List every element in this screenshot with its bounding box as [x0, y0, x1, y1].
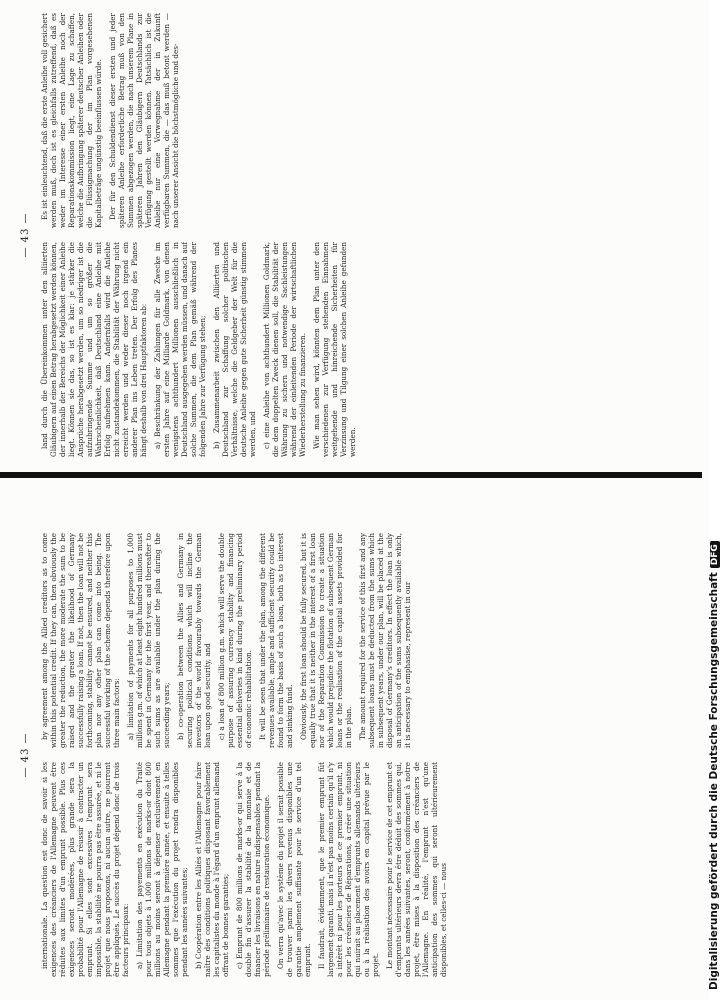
paragraph: Der für den Schuldendienst dieser ersten und jeder späteren Anleihe erforderliche Betrag muß von den Summen abgezogen werden, die nach unserem Plane in späteren Jahren den Gläubigern Deutschlands zur Verfügung gestellt werden können. Tatsächlich ist die Anleihe nur eine Vorwegnahme der in Zukunft verfügbaren Summen, die — das muß betont werden — nach unserer Ansicht die höchstmögliche und des- — [108, 13, 180, 228]
paragraph: Il faudrait, évidemment, que le premier emprunt fût largement garanti, mais il n'est pas moins certain qu'il n'y a intérêt ni pour les porteurs de ce premier emprunt, ni pour les créanciers de Réparations, à créer une situation qui nuirait au placement d'emprunts allemands ultérieurs ou à la réalisation des avoirs en capital prévue par le projet. — [317, 762, 380, 977]
paragraph: Obviously, the first loan should be fully secured, but it is equally true that it is neither in the interest of a first loan nor of the Reparation Commission to create a situation which would prejudice the flotation of subsequent German loans or the realisation of the capital assets provided for in the plan. — [299, 533, 353, 748]
paragraph: c) eine Anleihe von achthundert Millionen Goldmark, die dem doppelten Zweck dienen soll, die Stabilität der Währung zu sichern und notwendige Sachleistungen während der einleitenden Periode der wirtschaftlichen Wiederherstellung zu finanzieren. — [262, 242, 307, 457]
paragraph: Wie man sehen wird, könnten dem Plan unter den verschiedenen zur Verfügung stehenden Einnahmen weitgehende und hinreichende Sicherheiten für Verzinsung und Tilgung einer solchen Anleihe gefunden werden. — [312, 242, 357, 457]
paragraph: It will be seen that under the plan, among the different revenues available, ample and sufficient security could be found to form the basis of such a loan, both as to interest and sinking fund. — [258, 533, 294, 748]
page-number: — 43 — — [20, 212, 31, 258]
text-column-left — [40, 242, 702, 457]
paragraph: Le montant nécessaire pour le service de cet emprunt et d'emprunts ultérieurs devra être déduit des sommes qui, dans les années suivantes, seront, conformément à notre projet, être mises à la disposition des créanciers de l'Allemagne. En réalité, l'emprunt n'est qu'une anticipation des sommes qui seront ultérieurement disponibles, et celles-ci — nous — [385, 762, 448, 977]
page-lower-french-english — [18, 525, 708, 985]
text-column-french — [40, 762, 702, 977]
paragraph: a) limitation of payments for all purposes to 1,000 millions g.m. of which at least eight hundred millions must be spent in Germany for the first year, and thereafter to such sums as are available under the plan during the succeeding years; — [126, 533, 171, 748]
paragraph: Es ist einleuchtend, daß die erste Anleihe voll gesichert werden muß, doch ist es gleichfalls zutreffend, daß es weder im Interesse einer ersten Anleihe noch der Reparationskommission liegt, eine Lage zu schaffen, welche die Aufbringung späterer deutscher Anleihen oder die Flüssigmachung der im Plan vorgesehenen Kapitalbeträge ungünstig beeinflussen würde. — [40, 13, 103, 228]
credit-text: Digitalisierung gefördert durch die Deutsche Forschungsgemeinschaft — [708, 572, 720, 990]
paragraph: On verra qu'avec le système du projet il serait possible de trouver parmi les divers revenus disponibles une garantie amplement suffisante pour le service d'un tel emprunt. — [276, 762, 312, 977]
paragraph: by agreement among the Allied creditors as to come within this potential credit. If they can, then obviously the greater the reduction, the more moderate the sum to be raised and the greater the likelihood of Germany successfully raising a loan. If not, then the loan will not be forthcoming, stability cannot be ensured, and neither this plan nor any other plan can come into being. The successful working of the scheme depends therefore upon three main factors: — [40, 533, 121, 748]
paragraph: b) co-operation between the Allies and Germany in securing political conditions which will incline the investors of the world favourably towards the German loan upon good security, and — [176, 533, 212, 748]
paragraph: c) Emprunt de 800 millions de marks-or qui serve à la double fin d'assurer la stabilité de la monnaie et de financer les livraisons en nature indispensables pendant la période préliminaire de restauration économique. — [235, 762, 271, 977]
paragraph: land durch die Übereinkommen unter den alliierten Gläubigern auf einen Betrag herabgesetzt werden können, der innerhalb der Bereichs der Möglichkeit einer Anleihe liegt. Können sie das, so ist es klar: je stärker die Ansprüche herabgesetzt werden, um so niedriger ist die aufzubringende Summe und um so größer die Wahrscheinlichkeit, daß Deutschland eine Anleihe mit Erfolg aufnehmen kann. Andernfalls wird die Anleihe nicht zustandekommen, die Stabilität der Währung nicht erreicht werden und weder dieser noch irgend ein anderer Plan ins Leben treten. Der Erfolg des Planes hängt deshalb von drei Hauptfaktoren ab: — [40, 242, 148, 457]
text-column-english — [40, 533, 702, 748]
paragraph: b) Coopération entre les Alliés et l'Allemagne pour faire naître des conditions politiques disposant favorablement les capitalistes du monde à l'égard d'un emprunt allemand offrant de bonnes garanties; — [194, 762, 230, 977]
text-column-right — [40, 13, 702, 228]
page-upper-german — [18, 5, 708, 465]
paragraph: c) a loan of 800 million g.m. which will serve the double purpose of assuring currency stability and financing essential deliveries in kind during the preliminary period of economic rehabilitation. — [217, 533, 253, 748]
page-number: — 43 — — [20, 732, 31, 778]
paragraph: a) Beschränkung der Zahlungen für alle Zwecke im ersten Jahre auf eine Milliarde Goldmark, von denen wenigstens achthundert Millionen ausschließlich in Deutschland ausgegeben werden müssen, und danach auf solche Summen, die dem Plan gemäß während der folgenden Jahre zur Verfügung stehen; — [153, 242, 207, 457]
page-divider — [0, 472, 702, 478]
dfg-logo: DFG — [710, 541, 720, 568]
paragraph: The amount required for the service of this first and any subsequent loans must be deducted from the sums which in subsequent years, under our plan, will be placed at the disposal of Germany's creditors. In effect the loan is only an anticipation of the sums subsequently available which, it is necessary to emphasise, represent in our — [358, 533, 412, 748]
paragraph: b) Zusammenarbeit zwischen den Alliierten und Deutschland zur Schaffung solcher politischen Verhältnisse, welche die Geldgeber der Welt für die deutsche Anleihe gegen gute Sicherheit günstig stimmen werden, und — [212, 242, 257, 457]
paragraph: internationale. La question est donc de savoir si les exigences des créanciers de l'Allemagne peuvent être réduites aux limites d'un emprunt possible. Plus ces exigences seront modérées, plus grande sera la probabilité pour l'Allemagne de réussir à contracter un emprunt. Si elles sont excessives l'emprunt sera impossible, la stabilité ne pourra pas être assurée, et ni le projet que nous proposons, ni aucun autre, ne pourront être appliqués. Le succès du projet dépend donc de trois facteurs principaux: — [40, 762, 130, 977]
paragraph: a) Limitation des payements en exécution du Traité pour tous objets à 1.000 millions de marks-or dont 800 millions au moins seront à dépenser exclusivement en Allemagne pendant la première année, et ensuite à telles sommes que l'exécution du projet rendra disponibles pendant les années suivantes; — [135, 762, 189, 977]
digitization-credit — [708, 40, 720, 990]
